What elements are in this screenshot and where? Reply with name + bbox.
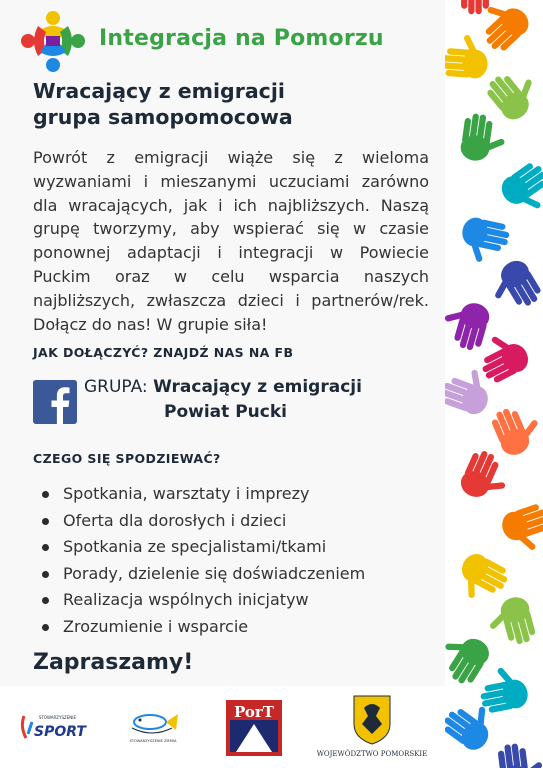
list-item: Zrozumienie i wsparcie (42, 614, 365, 641)
title-line-2: grupa samopomocowa (33, 105, 293, 129)
sport-association-logo-icon (18, 712, 90, 742)
port-logo-icon (226, 700, 282, 756)
hand-shape (476, 663, 530, 715)
svg-text:SPORT: SPORT (34, 724, 86, 740)
hand-shape (445, 0, 489, 14)
hand-shape (482, 61, 543, 125)
group-prefix: GRUPA: (84, 377, 154, 397)
hand-shape (488, 399, 543, 459)
call-to-action: Zapraszamy! (33, 650, 194, 675)
hand-shape (450, 549, 512, 610)
list-item: Porady, dzielenie się doświadczeniem (42, 561, 365, 588)
hand-shape (483, 594, 538, 651)
title-line-1: Wracający z emigracji (33, 79, 285, 103)
bullet-icon (42, 571, 49, 578)
svg-text:PorT: PorT (234, 703, 274, 721)
org-name: Integracja na Pomorzu (99, 26, 384, 51)
page-title (33, 78, 293, 130)
colorful-hands-decoration-icon (445, 0, 543, 768)
svg-text:STOWARZYSZENIE: STOWARZYSZENIE (38, 715, 76, 720)
hand-shape (496, 159, 543, 222)
bullet-icon (42, 491, 49, 498)
hand-shape (445, 296, 492, 353)
bullet-icon (42, 624, 49, 631)
bullet-icon (42, 597, 49, 604)
list-item: Spotkania, warsztaty i imprezy (42, 481, 365, 508)
bullet-icon (42, 518, 49, 525)
hand-shape (457, 447, 516, 508)
facebook-icon[interactable] (33, 380, 77, 424)
list-item: Realizacja wspólnych inicjatyw (42, 587, 365, 614)
join-heading: JAK DOŁĄCZYĆ? ZNAJDŹ NAS NA FB (33, 345, 294, 360)
fish-foundation-logo-icon (124, 708, 182, 748)
hand-shape (498, 501, 543, 558)
fb-group-line-2[interactable]: Powiat Pucki (164, 402, 287, 422)
hand-shape (445, 32, 490, 79)
list-item: Oferta dla dorosłych i dzieci (42, 508, 365, 535)
list-item: Spotkania ze specjalistami/tkami (42, 534, 365, 561)
svg-text:WOJEWÓDZTWO POMORSKIE: WOJEWÓDZTWO POMORSKIE (316, 750, 428, 758)
hand-shape (497, 740, 543, 768)
hand-shape (459, 112, 509, 164)
hand-shape (457, 215, 512, 268)
hand-shape (445, 626, 494, 689)
intro-paragraph: Powrót z emigracji wiąże się z wieloma wyzwaniami i mieszanymi uczuciami zarówno dla wracających, jak i ich najbliższych. Naszą grupę tworzymy, aby wspierać się w czasie ponownej adaptacji i integracji w Powiecie Puckim oraz w celu wsparcia naszych najbliższych, zwłaszcza dzieci i partnerów/rek. Dołącz do nas! W grupie siła! (33, 148, 429, 334)
integration-logo-icon (18, 8, 88, 74)
bullet-icon (42, 544, 49, 551)
group-name: Wracający z emigracji (153, 377, 362, 397)
pomorskie-crest-logo-icon (312, 694, 432, 760)
hand-shape (483, 256, 543, 319)
fb-group-line-1[interactable] (84, 377, 362, 397)
sponsor-footer (0, 686, 445, 768)
expect-list (42, 481, 365, 641)
expect-heading: CZEGO SIĘ SPODZIEWAĆ? (33, 451, 221, 466)
svg-text:STOWARZYSZENIE ZIEMIA: STOWARZYSZENIE ZIEMIA (129, 739, 177, 743)
